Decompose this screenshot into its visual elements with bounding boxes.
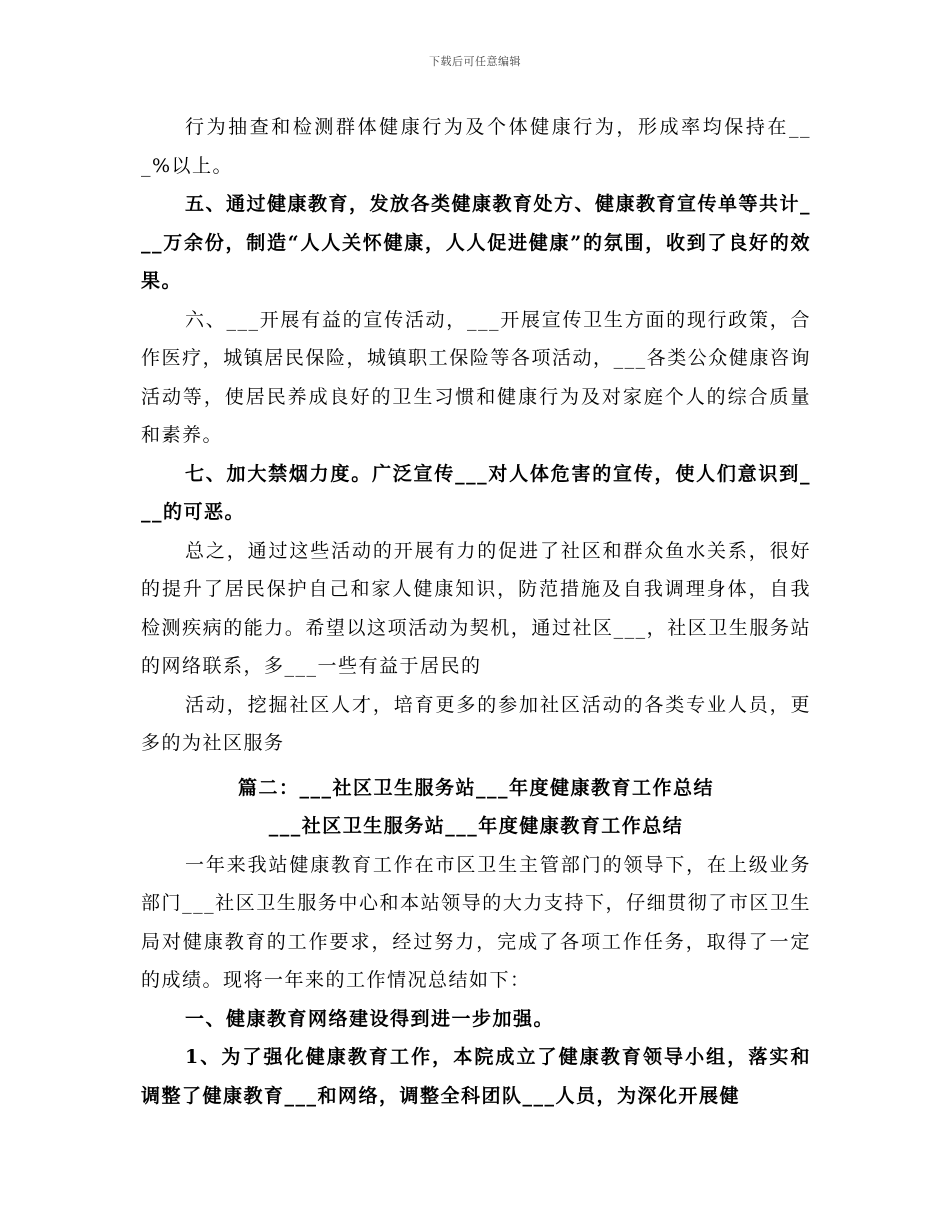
paragraph-item-five: 五、通过健康教育，发放各类健康教育处方、健康教育宣传单等共计___万余份，制造“人人关怀健康，人人促进健康”的氛围，收到了良好的效果。 — [141, 193, 812, 292]
subheading-network: 一、健康教育网络建设得到进一步加强。 — [185, 1007, 555, 1030]
paragraph-point-one: 1、为了强化健康教育工作，本院成立了健康教育领导小组，落实和调整了健康教育___和网络，调整全科团队___人员，为深化开展健 — [141, 1046, 811, 1107]
paragraph-behavior-rate: 行为抽查和检测群体健康行为及个体健康行为，形成率均保持在___%以上。 — [141, 116, 811, 177]
document-title: ___社区卫生服务站___年度健康教育工作总结 — [268, 815, 684, 837]
page-header: 下载后可任意编辑 — [429, 55, 521, 68]
paragraph-intro: 一年来我站健康教育工作在市区卫生主管部门的领导下，在上级业务部门___社区卫生服务中心和本站领导的大力支持下，仔细贯彻了市区卫生局对健康教育的工作要求，经过努力，完成了各项工作任务，取得了一定的成绩。现将一年来的工作情况总结如下： — [141, 853, 811, 991]
document-body — [141, 108, 811, 1115]
paragraph-item-seven: 七、加大禁烟力度。广泛宣传___对人体危害的宣传，使人们意识到___的可恶。 — [141, 462, 811, 523]
section-heading: 篇二：___社区卫生服务站___年度健康教育工作总结 — [237, 776, 714, 799]
paragraph-item-six: 六、___开展有益的宣传活动，___开展宣传卫生方面的现行政策，合作医疗，城镇居民保险，城镇职工保险等各项活动，___各类公众健康咨询活动等，使居民养成良好的卫生习惯和健康行为及对家庭个人的综合质量和素养。 — [141, 308, 811, 446]
paragraph-summary: 总之，通过这些活动的开展有力的促进了社区和群众鱼水关系，很好的提升了居民保护自己和家人健康知识，防范措施及自我调理身体，自我检测疾病的能力。希望以这项活动为契机，通过社区___，社区卫生服务站的网络联系，多___一些有益于居民的 — [141, 539, 811, 677]
paragraph-summary-continued: 活动，挖掘社区人才，培育更多的参加社区活动的各类专业人员，更多的为社区服务 — [141, 693, 811, 754]
